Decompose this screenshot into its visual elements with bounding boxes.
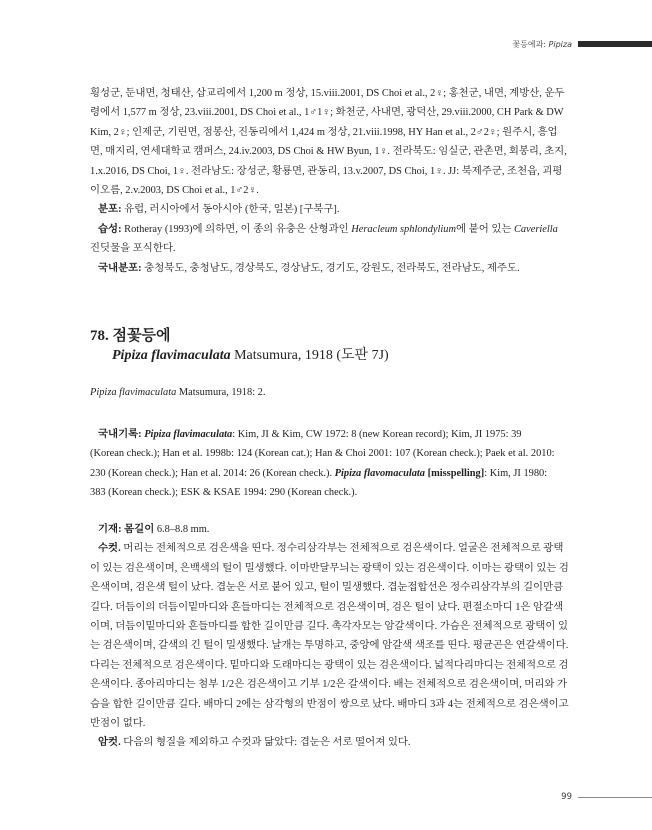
synonym-citation bbox=[90, 383, 570, 402]
running-header bbox=[512, 37, 652, 51]
records-label: 국내기록: bbox=[98, 429, 142, 440]
records-line: 383 (Korean check.); ESK & KSAE 1994: 290 (Korean check.). bbox=[90, 487, 358, 499]
records-taxon-name: Pipiza flavimaculata bbox=[141, 429, 233, 440]
female-line bbox=[90, 733, 570, 752]
species-author: Matsumura, 1918 (도판 7J) bbox=[230, 348, 389, 363]
header-genus: Pipiza bbox=[548, 39, 572, 49]
records-line bbox=[90, 425, 570, 444]
page-number: 99 bbox=[561, 792, 572, 802]
male-line: 은색이다. 종아리마디는 첨부 1/2은 검은색이고 기부 1/2은 갈색이다. 배는 전체적으로 검은색이며, 머리와 가 bbox=[90, 679, 568, 691]
male-line: 이며, 더듬이밑마디와 흔들마디를 합한 길이만큼 길다. 촉각자모는 암갈색이다. 가슴은 전체적으로 광택이 있 bbox=[90, 621, 569, 633]
records-text: 230 (Korean check.); Han et al. 2014: 26 (Korean check.). bbox=[90, 467, 335, 479]
male-label: 수컷. bbox=[98, 543, 121, 555]
male-text: 머리는 전체적으로 검은색을 띤다. 정수리삼각부는 전체적으로 검은색이다. 얼굴은 전체적으로 광택 bbox=[120, 543, 564, 555]
material-examined-block bbox=[90, 84, 570, 278]
species-scientific-name: Pipiza flavimaculata bbox=[112, 348, 231, 363]
material-line: Kim, 2♀; 인제군, 기린면, 점봉산, 진동리에서 1,424 m 정상, 21.viii.1998, HY Han et al., 2♂2♀; 원주시, 흥업 bbox=[90, 126, 558, 138]
domestic-distribution-text: 충청북도, 충청남도, 경상북도, 경상남도, 경기도, 강원도, 전라북도, 전라남도, 제주도. bbox=[141, 262, 520, 274]
header-family: 꽃등에과: bbox=[512, 39, 546, 49]
domestic-distribution-paragraph bbox=[90, 259, 570, 278]
distribution-label: 분포: bbox=[98, 204, 122, 216]
female-label: 암컷. bbox=[98, 737, 121, 749]
male-line bbox=[90, 539, 570, 558]
korean-records-block bbox=[90, 425, 570, 503]
records-text: : Kim, JI 1980: bbox=[484, 467, 548, 479]
synonym-name: Pipiza flavimaculata bbox=[90, 387, 177, 398]
body-length-line bbox=[90, 520, 570, 539]
records-line: (Korean check.); Han et al. 1998b: 124 (Korean cat.); Han & Choi 2001: 107 (Korean check.); Paek et al. 2010: bbox=[90, 448, 555, 460]
synonymy-block bbox=[90, 383, 570, 402]
misspelling-note: [misspelling] bbox=[425, 467, 485, 479]
body-length-label: 기재: 몸길이 bbox=[98, 524, 155, 535]
aphid-genus-name: Caveriella bbox=[514, 223, 558, 235]
habit-paragraph bbox=[90, 220, 570, 239]
male-line: 다리는 전체적으로 검은색이다. 밑마디와 도래마디는 광택이 있는 검은색이다. 넓적다리마디는 전체적으로 검 bbox=[90, 659, 569, 671]
distribution-text: 유럽, 러시아에서 동아시아 (한국, 일본) [구북구]. bbox=[121, 204, 340, 216]
footer-rule bbox=[578, 797, 652, 798]
domestic-distribution-label: 국내분포: bbox=[98, 262, 142, 274]
records-text: : Kim, JI & Kim, CW 1972: 8 (new Korean record); Kim, JI 1975: 39 bbox=[232, 429, 522, 440]
distribution-paragraph bbox=[90, 200, 570, 219]
body-length-value: 6.8–8.8 mm. bbox=[154, 524, 210, 535]
page-footer bbox=[561, 792, 652, 802]
male-line: 이 있는 검은색이며, 은백색의 털이 밀생했다. 이마반달무늬는 광택이 있는 검은색이다. 이마는 광택이 있는 검 bbox=[90, 562, 569, 574]
habit-text: 에 붙어 있는 bbox=[456, 223, 514, 235]
description-block bbox=[90, 520, 570, 753]
material-line: 령에서 1,577 m 정상, 23.viii.2001, DS Choi et al., 1♂1♀; 화천군, 사내면, 광덕산, 29.viii.2000, CH Park & DW bbox=[90, 107, 564, 119]
male-line: 슴을 합한 길이만큼 길다. 배마디 2에는 삼각형의 반점이 쌍으로 났다. 배마디 3과 4는 전체적으로 검은색이고 bbox=[90, 698, 569, 710]
material-line: 횡성군, 둔내면, 청태산, 삽교리에서 1,200 m 정상, 15.viii.2001, DS Choi et al., 2♀; 홍천군, 내면, 계방산, 운두 bbox=[90, 88, 565, 99]
species-heading bbox=[90, 326, 570, 366]
male-line: 는 검은색이며, 갈색의 긴 털이 밀생했다. 날개는 투명하고, 중앙에 암갈색 색조를 띤다. 평균곤은 연갈색이다. bbox=[90, 640, 569, 652]
male-line: 은색이며, 검은색 털이 났다. 겹눈은 서로 붙어 있고, 털이 밀생했다. 겹눈접합선은 정수리삼각부의 길이만큼 bbox=[90, 582, 564, 594]
header-bar bbox=[578, 41, 652, 47]
habit-line: 진딧물을 포식한다. bbox=[90, 243, 176, 255]
material-line: 이오름, 2.v.2003, DS Choi et al., 1♂2♀. bbox=[90, 185, 259, 197]
synonym-reference: Matsumura, 1918: 2. bbox=[176, 387, 266, 398]
habit-text: Rotheray (1993)에 의하면, 이 종의 유충은 산형과인 bbox=[121, 223, 352, 235]
running-header-text bbox=[512, 39, 572, 50]
male-line: 길다. 더듬이의 더듬이밑마디와 흔들마디는 전체적으로 검은색이며, 검은 털이 났다. 편절소마디 1은 암갈색 bbox=[90, 601, 564, 613]
records-line bbox=[90, 464, 570, 483]
habit-label: 습성: bbox=[98, 223, 122, 235]
material-line: 1.x.2016, DS Choi, 1♀. 전라남도: 장성군, 황룡면, 관동리, 13.v.2007, DS Choi, 1♀. JJ: 북제주군, 조천읍, 괴평 bbox=[90, 165, 563, 177]
female-text: 다음의 형질을 제외하고 수컷과 닮았다: 겹눈은 서로 떨어져 있다. bbox=[120, 737, 411, 749]
material-line: 면, 매지리, 연세대학교 캠퍼스, 24.iv.2003, DS Choi & HW Byun, 1♀. 전라북도: 임실군, 관촌면, 회봉리, 초지, bbox=[90, 146, 567, 158]
host-plant-name: Heracleum sphlondylium bbox=[351, 223, 457, 235]
male-line: 반점이 없다. bbox=[90, 718, 146, 730]
species-title: 78. 점꽃등에 bbox=[90, 328, 171, 344]
records-misspelled-name: Pipiza flavomaculata bbox=[334, 467, 426, 479]
species-scientific-name-line bbox=[90, 346, 570, 366]
